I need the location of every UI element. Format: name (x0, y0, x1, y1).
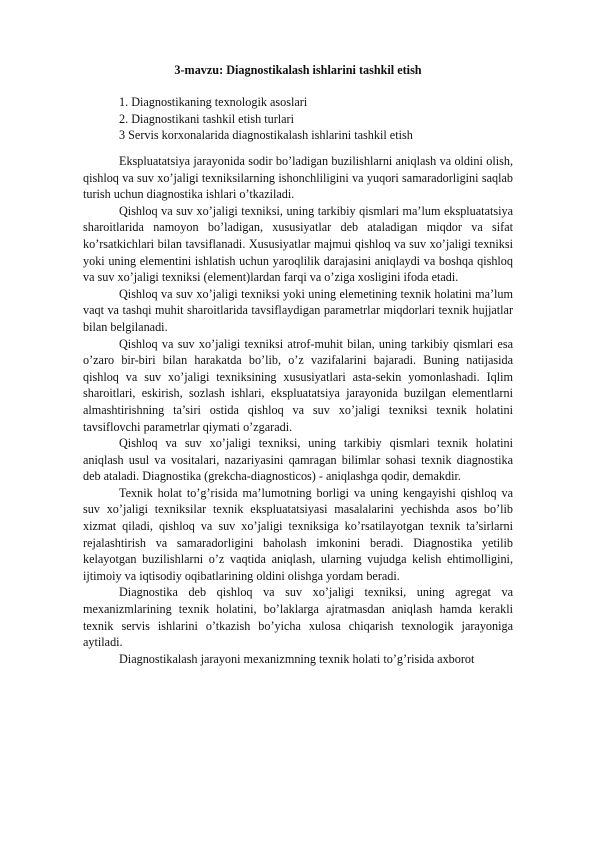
paragraph: Diagnostikalash jarayoni mexanizmning texnik holati to’g’risida axborot (119, 651, 475, 666)
paragraph: Ekspluatatsiya jarayonida sodir bo’ladigan buzilishlarni aniqlash va oldini olish, qishloq va suv xo’jaligi texniksilarning ishonchliligini va yuqori samaradorligini saqlab turish uchun diagnostika ishlari o’tkaziladi. (83, 154, 513, 202)
paragraph: Qishloq va suv xo’jaligi texniksi, uning tarkibiy qismlari ma’lum ekspluatatsiya sharoitlarida namoyon bo’ladigan, xususiyatlar deb ataladigan miqdor va sifat ko’rsatkichlari bilan tavsiflanadi. Xususiyatlar majmui qishloq va suv xo’jaligi texniksi yoki uning elementini ishlatish uchun yaroqlilik darajasini aniqlaydi va boshqa qishloq va suv xo’jaligi texniksi (element)lardan farqi va o’ziga xosligini ifoda etadi. (83, 203, 513, 285)
plan-item: 3 Servis korxonalarida diagnostikalash ishlarini tashkil etish (119, 128, 413, 142)
body-text (83, 153, 513, 667)
paragraph: Texnik holat to’g’risida ma’lumotning borligi va uning kengayishi qishloq va suv xo’jaligi texniksilar texnik ekspluatatsiyasi masalalarini yechishda asos bo’lib xizmat qiladi, qishloq va suv xo’jaligi texniksiga ko’rsatilayotgan texnik ta’sirlarni rejalashtirish va samaradorligini baholash imkonini beradi. Diagnostika yetilib kelayotgan buzilishlarni o’z vaqtida aniqlash, ularning vujudga kelish ehtimolligini, ijtimoiy va iqtisodiy oqibatlarining oldini olishga yordam beradi. (83, 485, 513, 583)
paragraph: Diagnostika deb qishloq va suv xo’jaligi texniksi, uning agregat va mexanizmlarining texnik holatini, bo’laklarga ajratmasdan aniqlash hamda kerakli texnik servis ishlarini o’tkazish bo’yicha xulosa chiqarish texnologik jarayoniga aytiladi. (83, 585, 513, 650)
plan-item: 2. Diagnostikani tashkil etish turlari (119, 111, 294, 126)
page-title: 3-mavzu: Diagnostikalash ishlarini tashkil etish (174, 63, 422, 77)
paragraph: Qishloq va suv xo’jaligi texniksi atrof-muhit bilan, uning tarkibiy qismlari esa o’zaro bir-biri bilan harakatda bo’lib, o’z vazifalarini bajaradi. Buning natijasida qishloq va suv xo’jaligi texniksining xususiyatlari asta-sekin yomonlashadi. Iqlim sharoitlari, eskirish, sozlash ishlari, ekspluatatsiya jarayonida buzilgan elementlarni almashtirishning ta’siri ostida qishloq va suv xo’jaligi texniksi texnik holatini tavsiflovchi parametrlar qiymati o’zgaradi. (83, 336, 513, 434)
paragraph: Qishloq va suv xo’jaligi texniksi, uning tarkibiy qismlari texnik holatini aniqlash usul va vositalari, nazariyasini qamragan bilimlar sohasi texnik diagnostika deb ataladi. Diagnostika (grekcha-diagnosticos) - aniqlashga qodir, demakdir. (83, 436, 513, 484)
paragraph: Qishloq va suv xo’jaligi texniksi yoki uning elemetining texnik holatini ma’lum vaqt va tashqi muhit sharoitlarida tavsiflaydigan parametrlar miqdorlari texnik hujjatlar bilan belgilanadi. (83, 286, 513, 334)
topic-plan-list (119, 94, 413, 144)
plan-item: 1. Diagnostikaning texnologik asoslari (119, 95, 308, 109)
